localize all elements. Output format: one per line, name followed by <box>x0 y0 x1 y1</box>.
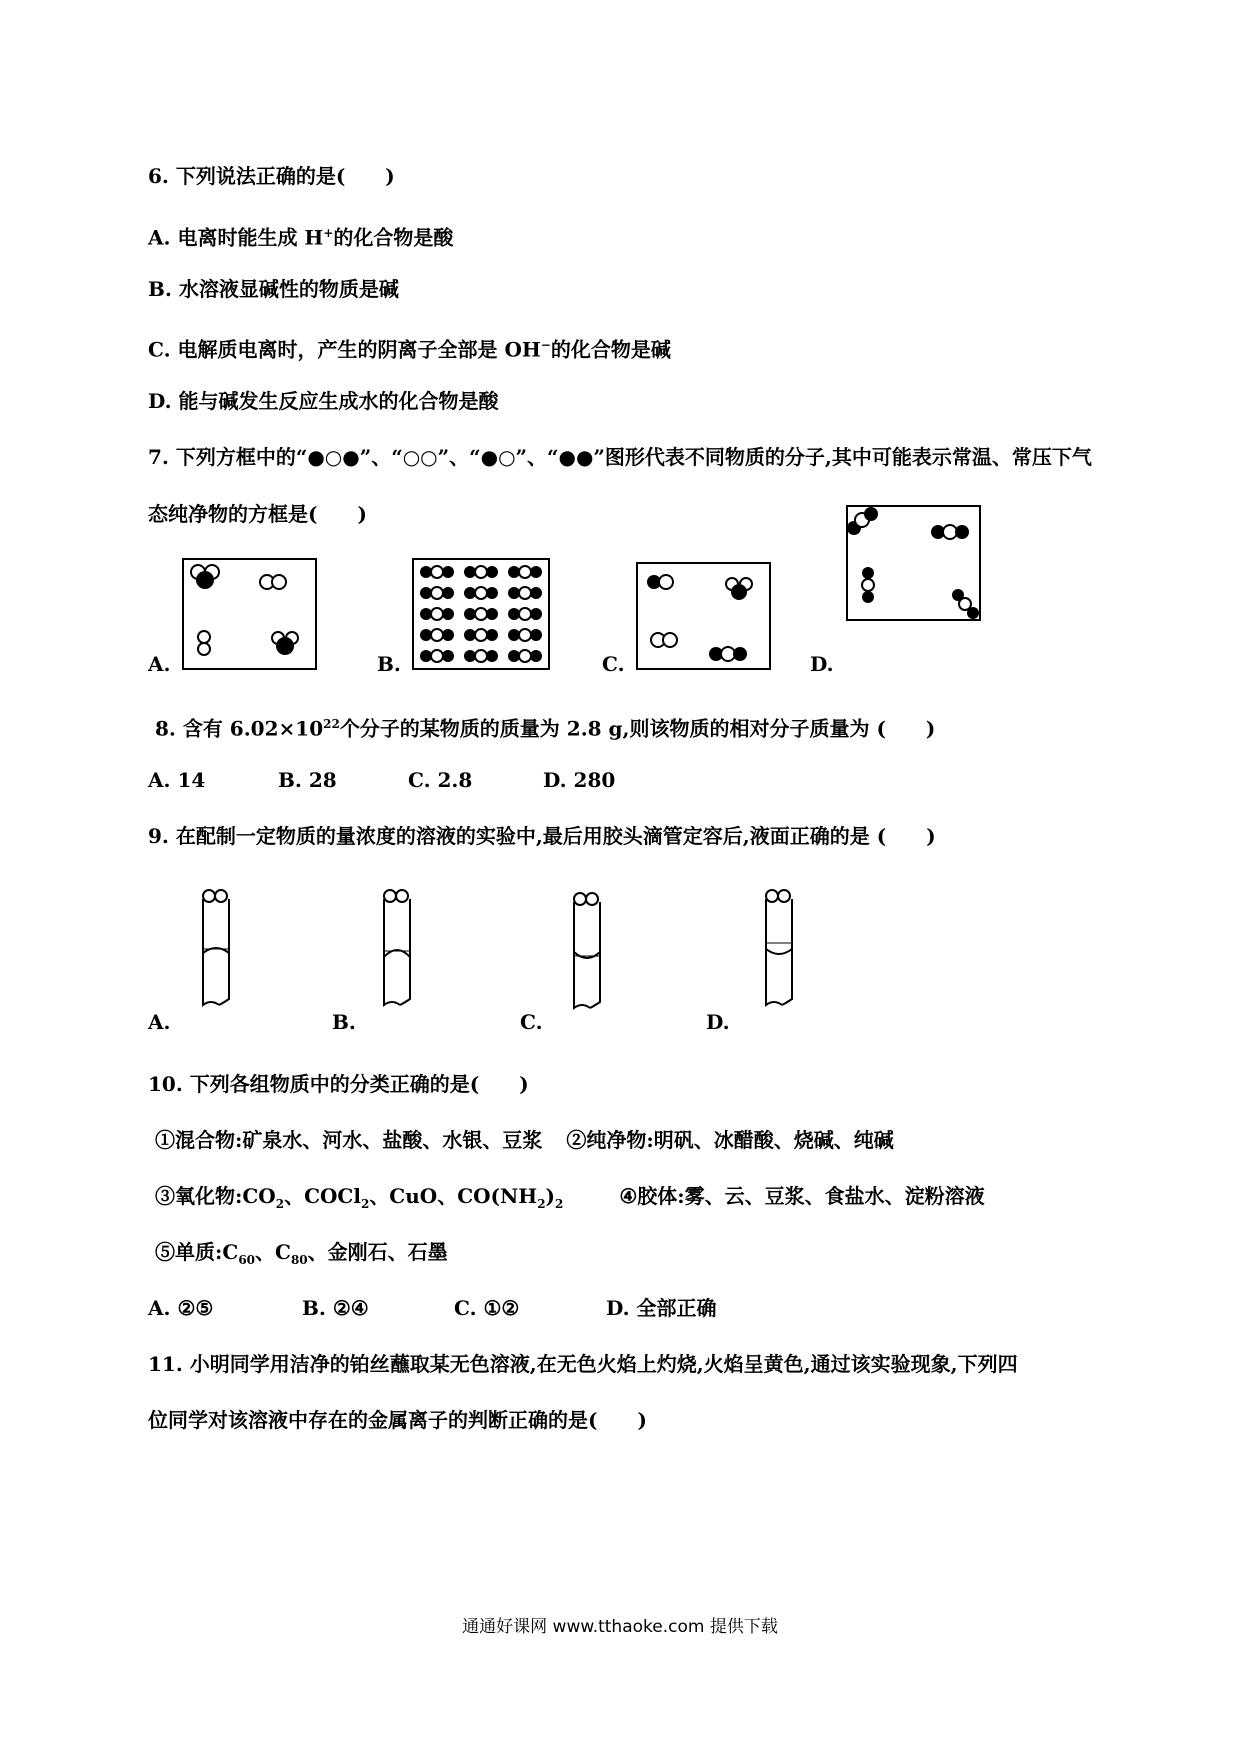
molecule-triatomic <box>420 608 454 620</box>
molecule-triatomic-angled <box>847 507 878 535</box>
molecule-triatomic <box>508 587 542 599</box>
molecule-triatomic-angled <box>952 589 979 619</box>
molecule-triatomic <box>420 629 454 641</box>
molecule-triatomic <box>508 629 542 641</box>
q8-option-a: A. 14 <box>148 768 206 792</box>
q7-stem-line2: 态纯净物的方框是( ) <box>148 502 367 526</box>
q9-label-c: C. <box>520 1010 543 1034</box>
q8-option-b: B. 28 <box>278 768 337 792</box>
q7-label-a: A. <box>148 652 171 676</box>
q8-option-c: C. 2.8 <box>408 768 473 792</box>
q9-label-a: A. <box>148 1010 171 1034</box>
q7-label-c: C. <box>602 652 625 676</box>
molecule-triatomic <box>709 647 747 661</box>
molecule-bent <box>191 565 219 589</box>
molecule-diatomic-white <box>198 631 210 655</box>
q6-stem: 6. 下列说法正确的是( ) <box>148 164 395 188</box>
q7-label-d: D. <box>810 652 834 676</box>
q7-stem-line1: 7. 下列方框中的“●○●”、“○○”、“●○”、“●●”图形代表不同物质的分子,其中可能表示常温、常压下气 <box>148 445 1092 469</box>
q7-box-b <box>412 558 550 670</box>
q8-stem: 8. 含有 $6.02\times 10^{22}$个分子的某物质的质量为 2.8 g,则该物质的相对分子质量为 ( ) <box>155 716 936 741</box>
flask-neck-c <box>568 890 608 1010</box>
molecule-triatomic <box>420 566 454 578</box>
q7-box-a <box>182 558 317 670</box>
molecule-triatomic <box>464 629 498 641</box>
q7-label-b: B. <box>377 652 401 676</box>
molecule-diatomic-white <box>651 633 677 647</box>
molecule-triatomic <box>508 650 542 662</box>
q10-item-3: ③氧化物$:CO_2$、COCl$_2$、CuO、$CO(NH_2)_2$ <box>155 1184 564 1211</box>
molecule-diatomic-white <box>260 575 286 589</box>
molecule-triatomic <box>508 608 542 620</box>
q10-option-d: D. 全部正确 <box>606 1296 717 1320</box>
q8-options <box>148 766 615 794</box>
q10-stem: 10. 下列各组物质中的分类正确的是( ) <box>148 1072 529 1096</box>
molecule-triatomic <box>508 566 542 578</box>
q9-label-d: D. <box>706 1010 730 1034</box>
q10-options <box>148 1294 717 1322</box>
q10-item-1: ①混合物:矿泉水、河水、盐酸、水银、豆浆 <box>155 1128 543 1152</box>
q7-box-c <box>636 562 771 670</box>
molecule-triatomic <box>464 650 498 662</box>
q11-line1: 11. 小明同学用洁净的铂丝蘸取某无色溶液,在无色火焰上灼烧,火焰呈黄色,通过该实验现象,下列四 <box>148 1352 1018 1376</box>
molecule-triatomic <box>420 650 454 662</box>
q11-line2: 位同学对该溶液中存在的金属离子的判断正确的是( ) <box>148 1408 647 1432</box>
q10-option-c: C. ①② <box>454 1296 520 1320</box>
q9-label-b: B. <box>332 1010 356 1034</box>
flask-neck-d <box>760 887 800 1007</box>
page-footer: 通通好课网 www.tthaoke.com 提供下载 <box>462 1617 778 1637</box>
q10-option-b: B. ②④ <box>302 1296 369 1320</box>
q10-option-a: A. ②⑤ <box>148 1296 214 1320</box>
molecule-bent <box>272 632 298 655</box>
q10-items-1-2 <box>155 1126 894 1154</box>
q10-item-5: ⑤单质$:C_{60}$、$C_{80}$、金刚石、石墨 <box>155 1240 448 1267</box>
molecule-triatomic <box>931 525 969 539</box>
q7-box-d <box>846 505 981 621</box>
q10-items-3-4 <box>155 1182 985 1218</box>
flask-neck-b <box>378 887 418 1007</box>
q6-option-d: D. 能与碱发生反应生成水的化合物是酸 <box>148 389 499 413</box>
q6-option-b: B. 水溶液显碱性的物质是碱 <box>148 277 399 301</box>
q8-option-d: D. 280 <box>543 768 616 792</box>
molecule-triatomic <box>420 587 454 599</box>
q6-option-a: A. 电离时能生成 H+的化合物是酸 <box>148 225 454 250</box>
q6-option-c: C. 电解质电离时，产生的阴离子全部是 OH−的化合物是碱 <box>148 337 671 362</box>
molecule-triatomic-vertical <box>862 567 874 603</box>
molecule-triatomic <box>464 587 498 599</box>
molecule-bent <box>726 578 752 600</box>
molecule-diatomic-mixed <box>647 575 673 589</box>
flask-neck-a <box>197 887 237 1007</box>
q10-item-2: ②纯净物:明矾、冰醋酸、烧碱、纯碱 <box>566 1128 894 1152</box>
q9-stem: 9. 在配制一定物质的量浓度的溶液的实验中,最后用胶头滴管定容后,液面正确的是 ( ) <box>148 824 936 848</box>
molecule-triatomic <box>464 566 498 578</box>
molecule-grid <box>420 566 542 662</box>
molecule-triatomic <box>464 608 498 620</box>
q10-item-4: ④胶体:雾、云、豆浆、食盐水、淀粉溶液 <box>619 1184 985 1208</box>
